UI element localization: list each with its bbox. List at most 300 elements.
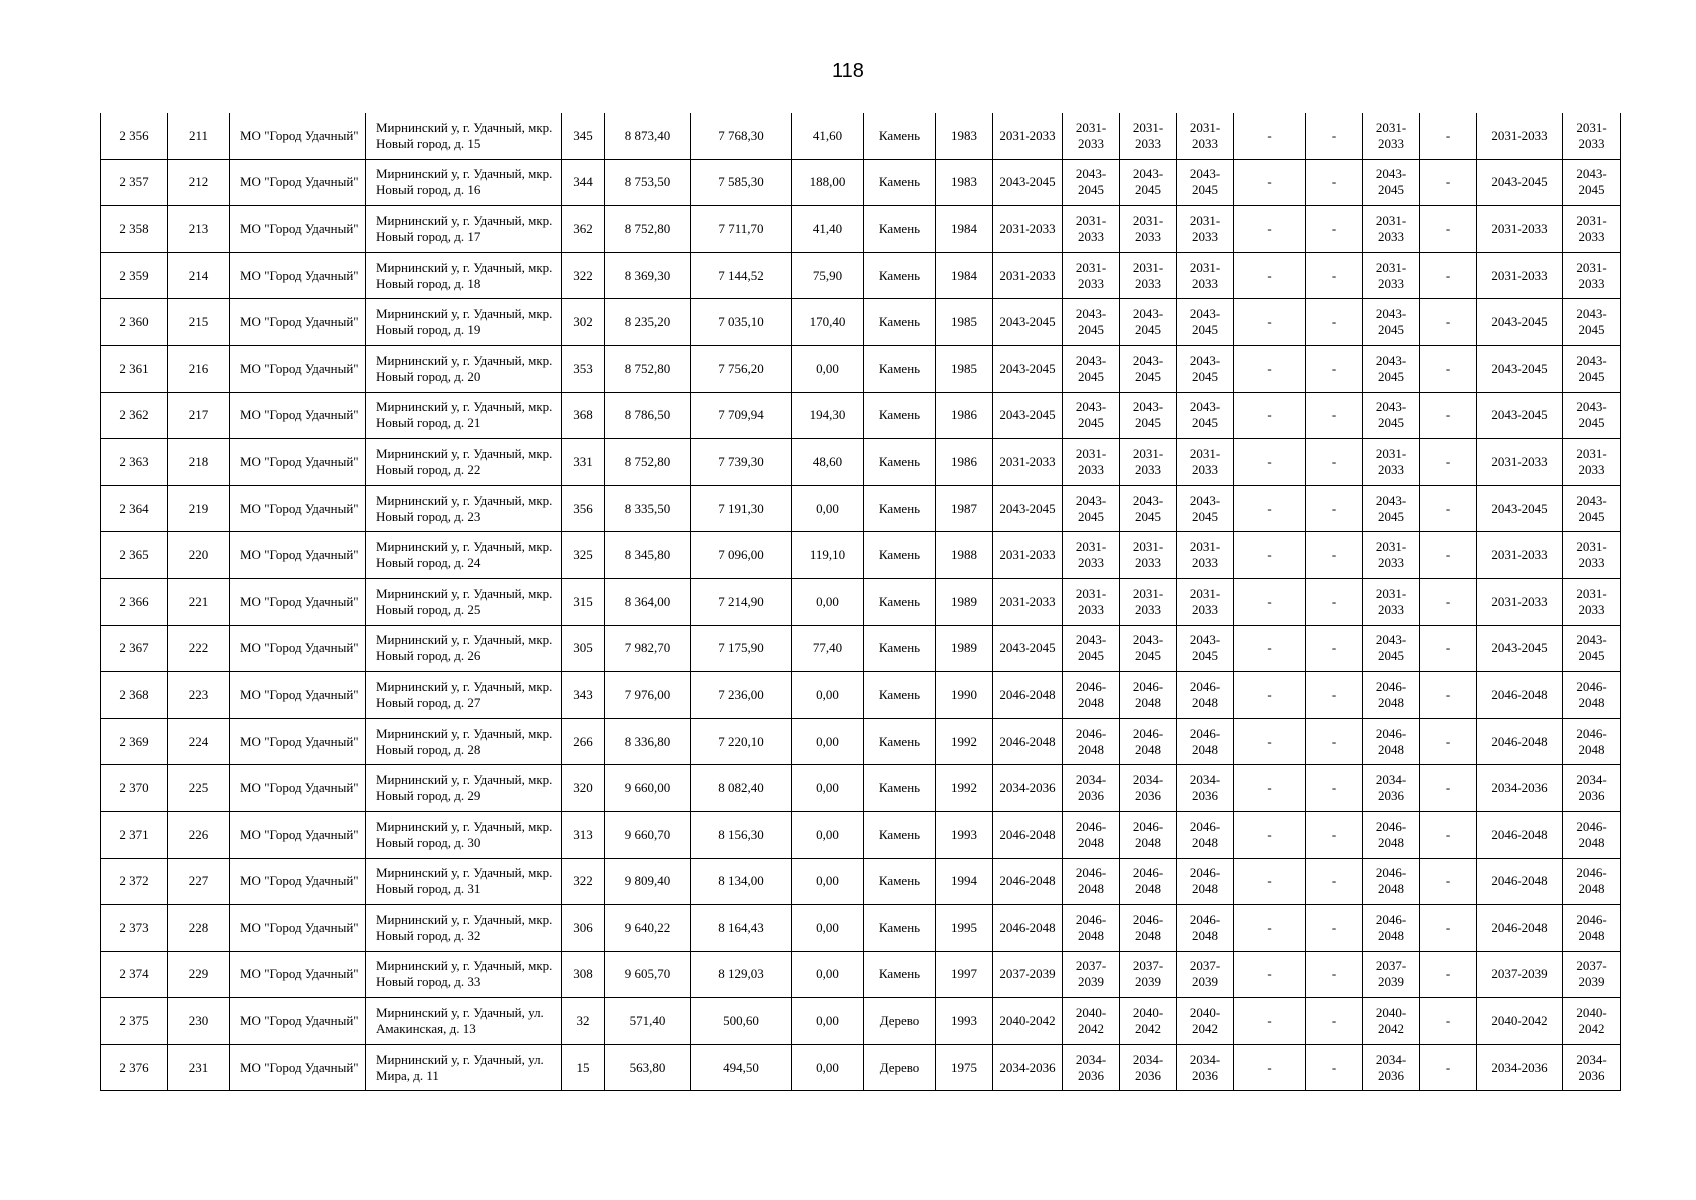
period-cell: 2031-2033 <box>1477 439 1563 486</box>
nonliving-area-cell: 0,00 <box>792 905 864 952</box>
built-year-cell: 1988 <box>936 532 993 579</box>
period-cell: 2043-2045 <box>1177 299 1234 346</box>
row-number-cell: 2 376 <box>101 1044 168 1091</box>
period-cell: 2046-2048 <box>1120 858 1177 905</box>
dash-cell: - <box>1420 811 1477 858</box>
nonliving-area-cell: 0,00 <box>792 951 864 998</box>
municipality-cell: МО "Город Удачный" <box>230 113 366 159</box>
total-area-cell: 9 809,40 <box>605 858 691 905</box>
period-cell: 2046-2048 <box>1477 718 1563 765</box>
address-cell: Мирнинский у, г. Удачный, мкр. Новый город, д. 25 <box>366 578 562 625</box>
nonliving-area-cell: 0,00 <box>792 998 864 1045</box>
row-number-cell: 2 373 <box>101 905 168 952</box>
dash-cell: - <box>1306 811 1363 858</box>
period-cell: 2046-2048 <box>1363 811 1420 858</box>
built-year-cell: 1986 <box>936 392 993 439</box>
residents-cell: 302 <box>562 299 605 346</box>
period-cell: 2031-2033 <box>1363 206 1420 253</box>
period-cell: 2046-2048 <box>993 858 1063 905</box>
dash-cell: - <box>1420 951 1477 998</box>
house-number-cell: 230 <box>168 998 230 1045</box>
table-row <box>101 485 1621 532</box>
living-area-cell: 7 144,52 <box>691 252 792 299</box>
period-cell: 2034-2036 <box>1177 1044 1234 1091</box>
period-cell: 2031-2033 <box>1177 439 1234 486</box>
total-area-cell: 563,80 <box>605 1044 691 1091</box>
total-area-cell: 9 605,70 <box>605 951 691 998</box>
dash-cell: - <box>1420 1044 1477 1091</box>
period-cell: 2043-2045 <box>1477 485 1563 532</box>
total-area-cell: 7 976,00 <box>605 672 691 719</box>
dash-cell: - <box>1234 905 1306 952</box>
total-area-cell: 8 369,30 <box>605 252 691 299</box>
living-area-cell: 7 739,30 <box>691 439 792 486</box>
total-area-cell: 9 660,70 <box>605 811 691 858</box>
period-cell: 2046-2048 <box>1477 858 1563 905</box>
residents-cell: 306 <box>562 905 605 952</box>
house-number-cell: 225 <box>168 765 230 812</box>
address-cell: Мирнинский у, г. Удачный, мкр. Новый город, д. 15 <box>366 113 562 159</box>
housing-register-table <box>100 113 1621 1091</box>
period-cell: 2043-2045 <box>1563 345 1621 392</box>
nonliving-area-cell: 48,60 <box>792 439 864 486</box>
period-cell: 2046-2048 <box>1177 858 1234 905</box>
period-cell: 2043-2045 <box>993 299 1063 346</box>
address-cell: Мирнинский у, г. Удачный, мкр. Новый город, д. 27 <box>366 672 562 719</box>
dash-cell: - <box>1306 532 1363 579</box>
address-cell: Мирнинский у, г. Удачный, мкр. Новый город, д. 19 <box>366 299 562 346</box>
address-cell: Мирнинский у, г. Удачный, мкр. Новый город, д. 29 <box>366 765 562 812</box>
period-cell: 2034-2036 <box>1363 1044 1420 1091</box>
period-cell: 2046-2048 <box>1063 811 1120 858</box>
residents-cell: 331 <box>562 439 605 486</box>
period-cell: 2043-2045 <box>1120 299 1177 346</box>
dash-cell: - <box>1234 439 1306 486</box>
residents-cell: 15 <box>562 1044 605 1091</box>
nonliving-area-cell: 188,00 <box>792 159 864 206</box>
period-cell: 2031-2033 <box>1063 439 1120 486</box>
address-cell: Мирнинский у, г. Удачный, мкр. Новый город, д. 26 <box>366 625 562 672</box>
living-area-cell: 8 164,43 <box>691 905 792 952</box>
house-number-cell: 218 <box>168 439 230 486</box>
period-cell: 2031-2033 <box>1363 532 1420 579</box>
period-cell: 2031-2033 <box>1477 206 1563 253</box>
dash-cell: - <box>1420 159 1477 206</box>
dash-cell: - <box>1420 578 1477 625</box>
table-row <box>101 345 1621 392</box>
period-cell: 2031-2033 <box>1363 252 1420 299</box>
residents-cell: 322 <box>562 252 605 299</box>
period-cell: 2043-2045 <box>993 159 1063 206</box>
built-year-cell: 1990 <box>936 672 993 719</box>
period-cell: 2031-2033 <box>1120 578 1177 625</box>
dash-cell: - <box>1234 718 1306 765</box>
total-area-cell: 8 335,50 <box>605 485 691 532</box>
period-cell: 2046-2048 <box>1063 718 1120 765</box>
period-cell: 2034-2036 <box>993 1044 1063 1091</box>
municipality-cell: МО "Город Удачный" <box>230 672 366 719</box>
address-cell: Мирнинский у, г. Удачный, ул. Мира, д. 11 <box>366 1044 562 1091</box>
row-number-cell: 2 362 <box>101 392 168 439</box>
address-cell: Мирнинский у, г. Удачный, мкр. Новый город, д. 24 <box>366 532 562 579</box>
period-cell: 2046-2048 <box>1120 905 1177 952</box>
wall-material-cell: Камень <box>864 625 936 672</box>
period-cell: 2043-2045 <box>993 345 1063 392</box>
table-row <box>101 439 1621 486</box>
address-cell: Мирнинский у, г. Удачный, мкр. Новый город, д. 23 <box>366 485 562 532</box>
municipality-cell: МО "Город Удачный" <box>230 532 366 579</box>
period-cell: 2046-2048 <box>1177 672 1234 719</box>
table-row <box>101 159 1621 206</box>
living-area-cell: 7 711,70 <box>691 206 792 253</box>
address-cell: Мирнинский у, г. Удачный, мкр. Новый город, д. 17 <box>366 206 562 253</box>
nonliving-area-cell: 41,40 <box>792 206 864 253</box>
period-cell: 2043-2045 <box>993 485 1063 532</box>
table-row <box>101 206 1621 253</box>
dash-cell: - <box>1420 113 1477 159</box>
residents-cell: 345 <box>562 113 605 159</box>
wall-material-cell: Камень <box>864 439 936 486</box>
dash-cell: - <box>1306 625 1363 672</box>
dash-cell: - <box>1234 998 1306 1045</box>
period-cell: 2043-2045 <box>1563 159 1621 206</box>
nonliving-area-cell: 77,40 <box>792 625 864 672</box>
total-area-cell: 8 752,80 <box>605 439 691 486</box>
period-cell: 2043-2045 <box>1477 159 1563 206</box>
built-year-cell: 1985 <box>936 299 993 346</box>
row-number-cell: 2 361 <box>101 345 168 392</box>
nonliving-area-cell: 0,00 <box>792 811 864 858</box>
period-cell: 2043-2045 <box>1563 299 1621 346</box>
period-cell: 2043-2045 <box>1363 159 1420 206</box>
period-cell: 2043-2045 <box>1063 345 1120 392</box>
period-cell: 2031-2033 <box>993 578 1063 625</box>
wall-material-cell: Дерево <box>864 998 936 1045</box>
house-number-cell: 214 <box>168 252 230 299</box>
period-cell: 2031-2033 <box>1063 206 1120 253</box>
dash-cell: - <box>1420 858 1477 905</box>
residents-cell: 308 <box>562 951 605 998</box>
dash-cell: - <box>1306 998 1363 1045</box>
table-row <box>101 951 1621 998</box>
dash-cell: - <box>1420 718 1477 765</box>
dash-cell: - <box>1420 672 1477 719</box>
nonliving-area-cell: 0,00 <box>792 345 864 392</box>
table-row <box>101 252 1621 299</box>
house-number-cell: 213 <box>168 206 230 253</box>
municipality-cell: МО "Город Удачный" <box>230 345 366 392</box>
period-cell: 2034-2036 <box>1563 1044 1621 1091</box>
period-cell: 2043-2045 <box>1177 485 1234 532</box>
built-year-cell: 1993 <box>936 998 993 1045</box>
dash-cell: - <box>1306 392 1363 439</box>
house-number-cell: 229 <box>168 951 230 998</box>
period-cell: 2046-2048 <box>1477 811 1563 858</box>
house-number-cell: 223 <box>168 672 230 719</box>
address-cell: Мирнинский у, г. Удачный, мкр. Новый город, д. 30 <box>366 811 562 858</box>
period-cell: 2031-2033 <box>993 439 1063 486</box>
period-cell: 2043-2045 <box>993 392 1063 439</box>
period-cell: 2043-2045 <box>1120 392 1177 439</box>
period-cell: 2046-2048 <box>1563 718 1621 765</box>
dash-cell: - <box>1306 159 1363 206</box>
period-cell: 2031-2033 <box>1563 439 1621 486</box>
municipality-cell: МО "Город Удачный" <box>230 392 366 439</box>
row-number-cell: 2 371 <box>101 811 168 858</box>
residents-cell: 362 <box>562 206 605 253</box>
dash-cell: - <box>1234 299 1306 346</box>
period-cell: 2031-2033 <box>1363 439 1420 486</box>
dash-cell: - <box>1306 578 1363 625</box>
table-row <box>101 765 1621 812</box>
row-number-cell: 2 363 <box>101 439 168 486</box>
wall-material-cell: Камень <box>864 672 936 719</box>
table-row <box>101 532 1621 579</box>
table-row <box>101 905 1621 952</box>
period-cell: 2031-2033 <box>993 532 1063 579</box>
period-cell: 2043-2045 <box>1363 625 1420 672</box>
living-area-cell: 8 156,30 <box>691 811 792 858</box>
living-area-cell: 500,60 <box>691 998 792 1045</box>
period-cell: 2046-2048 <box>1563 858 1621 905</box>
row-number-cell: 2 372 <box>101 858 168 905</box>
row-number-cell: 2 369 <box>101 718 168 765</box>
period-cell: 2031-2033 <box>1177 532 1234 579</box>
period-cell: 2043-2045 <box>1563 485 1621 532</box>
nonliving-area-cell: 41,60 <box>792 113 864 159</box>
municipality-cell: МО "Город Удачный" <box>230 206 366 253</box>
dash-cell: - <box>1234 578 1306 625</box>
residents-cell: 305 <box>562 625 605 672</box>
nonliving-area-cell: 0,00 <box>792 578 864 625</box>
period-cell: 2046-2048 <box>1563 672 1621 719</box>
residents-cell: 266 <box>562 718 605 765</box>
period-cell: 2046-2048 <box>1177 718 1234 765</box>
total-area-cell: 8 336,80 <box>605 718 691 765</box>
period-cell: 2031-2033 <box>993 113 1063 159</box>
row-number-cell: 2 365 <box>101 532 168 579</box>
municipality-cell: МО "Город Удачный" <box>230 811 366 858</box>
nonliving-area-cell: 0,00 <box>792 672 864 719</box>
house-number-cell: 221 <box>168 578 230 625</box>
dash-cell: - <box>1234 811 1306 858</box>
municipality-cell: МО "Город Удачный" <box>230 299 366 346</box>
total-area-cell: 8 364,00 <box>605 578 691 625</box>
period-cell: 2034-2036 <box>1120 765 1177 812</box>
total-area-cell: 8 345,80 <box>605 532 691 579</box>
built-year-cell: 1992 <box>936 765 993 812</box>
dash-cell: - <box>1234 485 1306 532</box>
dash-cell: - <box>1234 206 1306 253</box>
built-year-cell: 1994 <box>936 858 993 905</box>
dash-cell: - <box>1306 905 1363 952</box>
address-cell: Мирнинский у, г. Удачный, мкр. Новый город, д. 33 <box>366 951 562 998</box>
municipality-cell: МО "Город Удачный" <box>230 905 366 952</box>
total-area-cell: 8 235,20 <box>605 299 691 346</box>
wall-material-cell: Камень <box>864 159 936 206</box>
dash-cell: - <box>1306 252 1363 299</box>
period-cell: 2046-2048 <box>1363 672 1420 719</box>
dash-cell: - <box>1234 113 1306 159</box>
table-row <box>101 998 1621 1045</box>
period-cell: 2043-2045 <box>1563 625 1621 672</box>
nonliving-area-cell: 119,10 <box>792 532 864 579</box>
built-year-cell: 1985 <box>936 345 993 392</box>
period-cell: 2043-2045 <box>1363 299 1420 346</box>
living-area-cell: 7 214,90 <box>691 578 792 625</box>
period-cell: 2034-2036 <box>1363 765 1420 812</box>
period-cell: 2043-2045 <box>1063 159 1120 206</box>
period-cell: 2031-2033 <box>993 206 1063 253</box>
address-cell: Мирнинский у, г. Удачный, мкр. Новый город, д. 20 <box>366 345 562 392</box>
nonliving-area-cell: 194,30 <box>792 392 864 439</box>
wall-material-cell: Камень <box>864 532 936 579</box>
period-cell: 2037-2039 <box>1120 951 1177 998</box>
period-cell: 2046-2048 <box>1563 905 1621 952</box>
period-cell: 2043-2045 <box>1177 625 1234 672</box>
period-cell: 2031-2033 <box>1120 532 1177 579</box>
living-area-cell: 7 096,00 <box>691 532 792 579</box>
municipality-cell: МО "Город Удачный" <box>230 765 366 812</box>
address-cell: Мирнинский у, г. Удачный, мкр. Новый город, д. 32 <box>366 905 562 952</box>
period-cell: 2046-2048 <box>1477 905 1563 952</box>
dash-cell: - <box>1420 439 1477 486</box>
dash-cell: - <box>1306 718 1363 765</box>
house-number-cell: 231 <box>168 1044 230 1091</box>
period-cell: 2043-2045 <box>1120 159 1177 206</box>
dash-cell: - <box>1306 1044 1363 1091</box>
house-number-cell: 227 <box>168 858 230 905</box>
house-number-cell: 222 <box>168 625 230 672</box>
period-cell: 2046-2048 <box>993 811 1063 858</box>
residents-cell: 315 <box>562 578 605 625</box>
table-row <box>101 625 1621 672</box>
built-year-cell: 1995 <box>936 905 993 952</box>
period-cell: 2046-2048 <box>993 672 1063 719</box>
row-number-cell: 2 364 <box>101 485 168 532</box>
period-cell: 2031-2033 <box>1563 578 1621 625</box>
row-number-cell: 2 357 <box>101 159 168 206</box>
period-cell: 2046-2048 <box>993 718 1063 765</box>
dash-cell: - <box>1420 206 1477 253</box>
period-cell: 2043-2045 <box>993 625 1063 672</box>
dash-cell: - <box>1306 858 1363 905</box>
wall-material-cell: Камень <box>864 113 936 159</box>
period-cell: 2040-2042 <box>1563 998 1621 1045</box>
total-area-cell: 9 640,22 <box>605 905 691 952</box>
row-number-cell: 2 366 <box>101 578 168 625</box>
municipality-cell: МО "Город Удачный" <box>230 439 366 486</box>
dash-cell: - <box>1306 485 1363 532</box>
period-cell: 2043-2045 <box>1120 485 1177 532</box>
period-cell: 2034-2036 <box>1563 765 1621 812</box>
period-cell: 2043-2045 <box>1563 392 1621 439</box>
period-cell: 2037-2039 <box>1563 951 1621 998</box>
address-cell: Мирнинский у, г. Удачный, мкр. Новый город, д. 18 <box>366 252 562 299</box>
total-area-cell: 7 982,70 <box>605 625 691 672</box>
dash-cell: - <box>1234 625 1306 672</box>
table-row <box>101 811 1621 858</box>
living-area-cell: 7 035,10 <box>691 299 792 346</box>
nonliving-area-cell: 75,90 <box>792 252 864 299</box>
living-area-cell: 7 236,00 <box>691 672 792 719</box>
period-cell: 2034-2036 <box>1063 1044 1120 1091</box>
house-number-cell: 217 <box>168 392 230 439</box>
period-cell: 2031-2033 <box>1563 532 1621 579</box>
built-year-cell: 1986 <box>936 439 993 486</box>
residents-cell: 313 <box>562 811 605 858</box>
period-cell: 2040-2042 <box>1120 998 1177 1045</box>
period-cell: 2031-2033 <box>1177 206 1234 253</box>
wall-material-cell: Камень <box>864 811 936 858</box>
period-cell: 2040-2042 <box>1363 998 1420 1045</box>
built-year-cell: 1984 <box>936 252 993 299</box>
dash-cell: - <box>1420 392 1477 439</box>
period-cell: 2031-2033 <box>1363 113 1420 159</box>
wall-material-cell: Камень <box>864 951 936 998</box>
wall-material-cell: Камень <box>864 485 936 532</box>
house-number-cell: 216 <box>168 345 230 392</box>
dash-cell: - <box>1420 765 1477 812</box>
period-cell: 2043-2045 <box>1477 392 1563 439</box>
dash-cell: - <box>1234 765 1306 812</box>
period-cell: 2043-2045 <box>1177 392 1234 439</box>
residents-cell: 325 <box>562 532 605 579</box>
period-cell: 2031-2033 <box>993 252 1063 299</box>
dash-cell: - <box>1420 345 1477 392</box>
living-area-cell: 7 220,10 <box>691 718 792 765</box>
built-year-cell: 1992 <box>936 718 993 765</box>
period-cell: 2046-2048 <box>993 905 1063 952</box>
table-row <box>101 113 1621 159</box>
period-cell: 2046-2048 <box>1120 672 1177 719</box>
period-cell: 2031-2033 <box>1177 252 1234 299</box>
period-cell: 2031-2033 <box>1120 252 1177 299</box>
residents-cell: 320 <box>562 765 605 812</box>
dash-cell: - <box>1306 345 1363 392</box>
house-number-cell: 219 <box>168 485 230 532</box>
period-cell: 2040-2042 <box>1177 998 1234 1045</box>
period-cell: 2031-2033 <box>1477 532 1563 579</box>
period-cell: 2046-2048 <box>1177 811 1234 858</box>
dash-cell: - <box>1306 206 1363 253</box>
period-cell: 2037-2039 <box>993 951 1063 998</box>
row-number-cell: 2 359 <box>101 252 168 299</box>
period-cell: 2046-2048 <box>1363 718 1420 765</box>
municipality-cell: МО "Город Удачный" <box>230 252 366 299</box>
living-area-cell: 7 175,90 <box>691 625 792 672</box>
period-cell: 2031-2033 <box>1120 113 1177 159</box>
municipality-cell: МО "Город Удачный" <box>230 625 366 672</box>
address-cell: Мирнинский у, г. Удачный, мкр. Новый город, д. 28 <box>366 718 562 765</box>
dash-cell: - <box>1420 625 1477 672</box>
house-number-cell: 228 <box>168 905 230 952</box>
period-cell: 2046-2048 <box>1063 905 1120 952</box>
residents-cell: 343 <box>562 672 605 719</box>
period-cell: 2031-2033 <box>1563 113 1621 159</box>
period-cell: 2031-2033 <box>1477 113 1563 159</box>
wall-material-cell: Камень <box>864 858 936 905</box>
living-area-cell: 494,50 <box>691 1044 792 1091</box>
period-cell: 2043-2045 <box>1177 345 1234 392</box>
period-cell: 2043-2045 <box>1477 299 1563 346</box>
dash-cell: - <box>1234 1044 1306 1091</box>
dash-cell: - <box>1306 113 1363 159</box>
period-cell: 2040-2042 <box>1477 998 1563 1045</box>
period-cell: 2043-2045 <box>1120 345 1177 392</box>
nonliving-area-cell: 0,00 <box>792 718 864 765</box>
nonliving-area-cell: 0,00 <box>792 485 864 532</box>
